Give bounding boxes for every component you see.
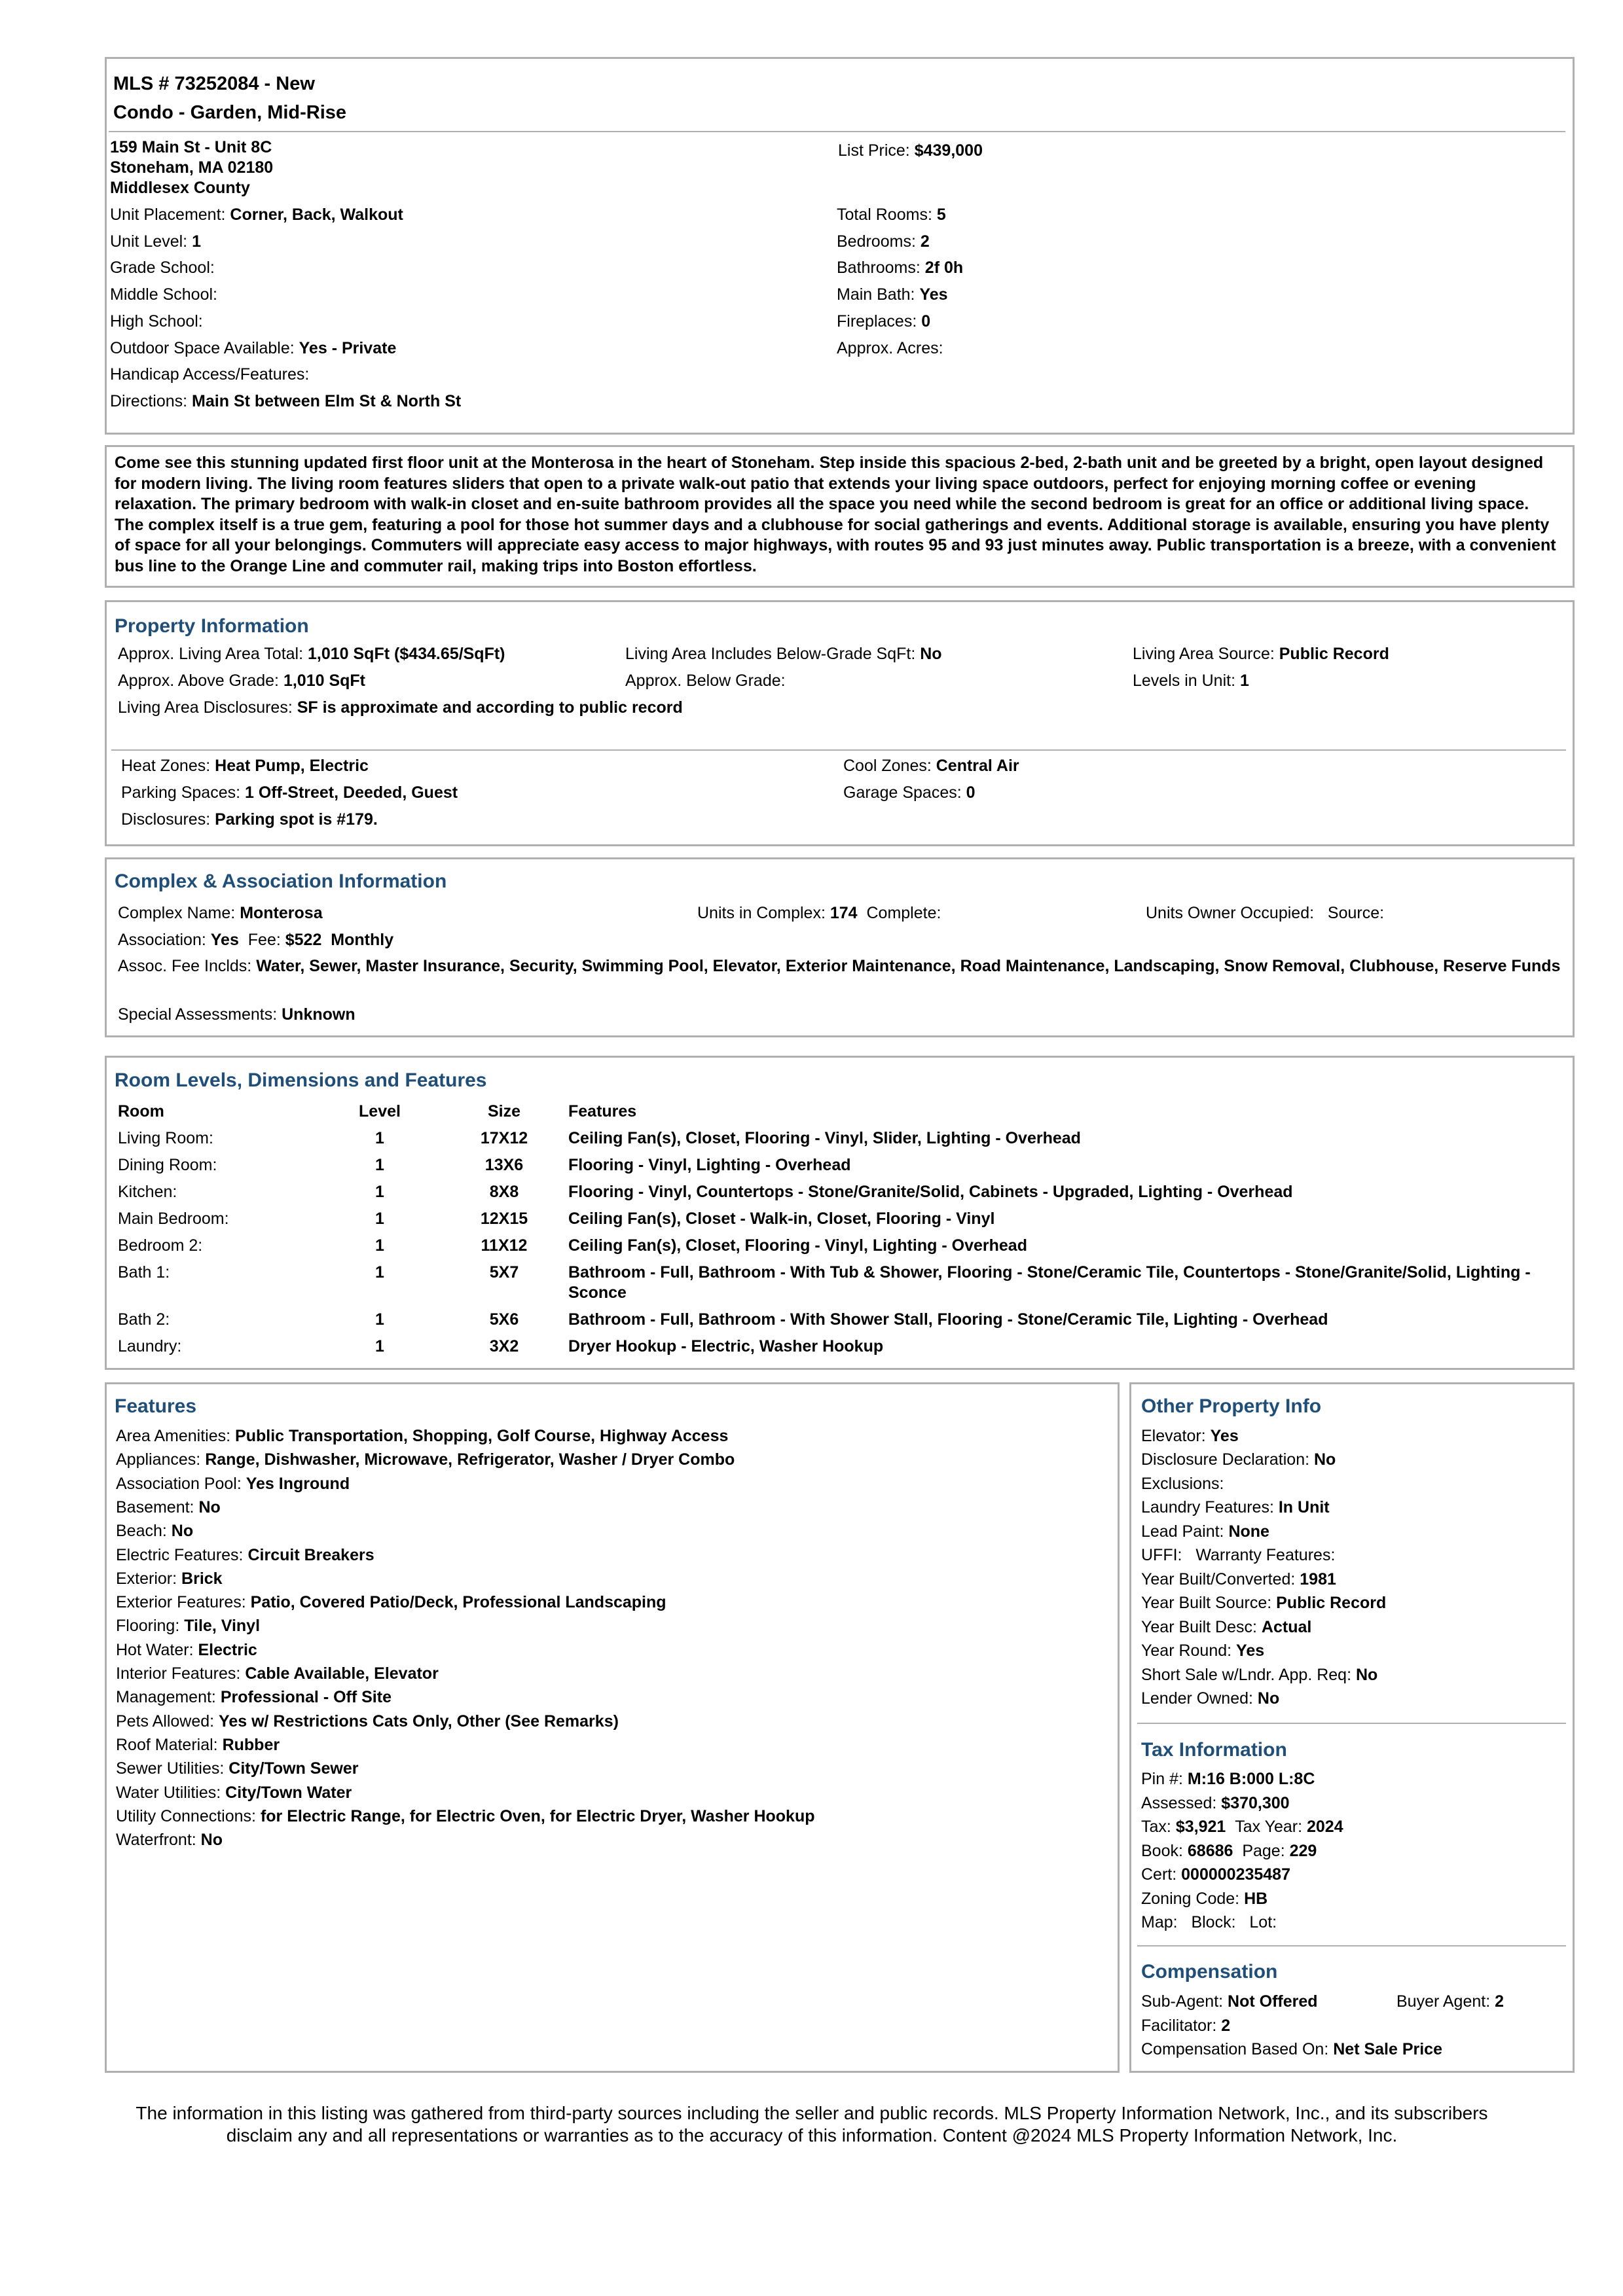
tax-info-divider	[1137, 1945, 1566, 1946]
pin-number: Pin #: M:16 B:000 L:8C	[1141, 1770, 1315, 1788]
tax-and-year: Tax: $3,921 Tax Year: 2024	[1141, 1818, 1343, 1836]
year-built: Year Built/Converted: 1981	[1141, 1570, 1336, 1588]
feature-item	[116, 1712, 619, 1731]
exclusions: Exclusions:	[1141, 1475, 1224, 1493]
feature-item	[116, 1687, 392, 1707]
summary-left-item	[110, 258, 215, 278]
association-fee: Association: Yes Fee: $522 Monthly	[118, 931, 394, 949]
special-assessments: Special Assessments: Unknown	[118, 1005, 356, 1024]
room-size: 3X2	[489, 1337, 519, 1355]
feature-item-label: Hot Water:	[116, 1640, 194, 1659]
feature-item-label: Appliances:	[116, 1450, 201, 1469]
units-owner-occupied: Units Owner Occupied: Source:	[1146, 904, 1385, 922]
feature-item-value: City/Town Sewer	[228, 1759, 359, 1778]
summary-left-item-label: Middle School:	[110, 285, 217, 304]
feature-item-value: Tile, Vinyl	[184, 1617, 261, 1636]
room-name: Bath 1:	[118, 1263, 170, 1282]
feature-item-value: Patio, Covered Patio/Deck, Professional Landscaping	[250, 1593, 666, 1612]
buyer-agent: Buyer Agent: 2	[1396, 1992, 1504, 2011]
rooms-header-size: Size	[487, 1102, 521, 1121]
complex-name: Complex Name: Monterosa	[118, 904, 323, 922]
summary-left-item	[110, 391, 461, 411]
room-level: 1	[375, 1210, 384, 1228]
feature-item-value: Yes w/ Restrictions Cats Only, Other (See Remarks)	[219, 1712, 619, 1731]
room-name: Living Room:	[118, 1129, 213, 1147]
summary-left-item-label: Outdoor Space Available:	[110, 338, 295, 357]
room-size: 13X6	[484, 1156, 524, 1174]
room-features: Bathroom - Full, Bathroom - With Shower Stall, Flooring - Stone/Ceramic Tile, Lighting - Overhead	[568, 1310, 1328, 1329]
feature-item	[116, 1664, 439, 1683]
feature-item-label: Interior Features:	[116, 1664, 241, 1683]
summary-right-item-value: 5	[936, 206, 946, 224]
room-level: 1	[375, 1263, 384, 1282]
summary-right-item-label: Bedrooms:	[837, 232, 916, 251]
feature-item	[116, 1759, 358, 1778]
feature-item-label: Electric Features:	[116, 1545, 244, 1564]
feature-item	[116, 1640, 257, 1660]
cool-zones: Cool Zones: Central Air	[843, 757, 1019, 775]
assoc-fee-includes: Assoc. Fee Inclds: Water, Sewer, Master Insurance, Security, Swimming Pool, Elevator, Exterior Maintenance, Road Maintenance, Landscaping, Snow Removal, Clubhouse, Reserve Funds	[118, 957, 1561, 975]
room-features: Ceiling Fan(s), Closet, Flooring - Vinyl, Slider, Lighting - Overhead	[568, 1129, 1081, 1147]
room-name: Bedroom 2:	[118, 1236, 203, 1255]
summary-right-item-value: 2	[920, 232, 930, 251]
address-county: Middlesex County	[110, 179, 250, 197]
feature-item	[116, 1735, 280, 1755]
summary-left-item	[110, 285, 217, 304]
property-info-divider	[111, 749, 1566, 751]
facilitator: Facilitator: 2	[1141, 2017, 1231, 2035]
feature-item-value: Circuit Breakers	[247, 1545, 374, 1564]
zoning-code: Zoning Code: HB	[1141, 1890, 1268, 1908]
summary-right-item	[837, 338, 943, 358]
feature-item-value: Rubber	[222, 1735, 280, 1754]
room-features: Flooring - Vinyl, Lighting - Overhead	[568, 1156, 851, 1174]
summary-left-item-value: 1	[192, 232, 201, 251]
summary-left-item-label: Unit Level:	[110, 232, 188, 251]
laundry-features: Laundry Features: In Unit	[1141, 1498, 1330, 1516]
room-size: 12X15	[480, 1210, 528, 1228]
room-level: 1	[375, 1183, 384, 1201]
feature-item	[116, 1806, 815, 1826]
room-name: Laundry:	[118, 1337, 182, 1355]
rooms-header-features: Features	[568, 1102, 637, 1121]
feature-item-label: Pets Allowed:	[116, 1712, 215, 1731]
feature-item	[116, 1783, 352, 1803]
below-grade-included: Living Area Includes Below-Grade SqFt: No	[625, 645, 942, 663]
room-name: Kitchen:	[118, 1183, 177, 1201]
summary-left-item	[110, 365, 309, 384]
room-size: 8X8	[489, 1183, 519, 1201]
feature-item-value: Professional - Off Site	[220, 1688, 392, 1707]
year-built-source: Year Built Source: Public Record	[1141, 1594, 1387, 1612]
below-grade: Approx. Below Grade:	[625, 672, 786, 690]
feature-item-value: No	[171, 1522, 194, 1541]
feature-item-label: Utility Connections:	[116, 1806, 256, 1825]
remarks-text: Come see this stunning updated first floor unit at the Monterosa in the heart of Stoneham. Step inside this spacious 2-bed, 2-bath unit and be greeted by a bright, open layout designed for modern living. The living room features sliders that open to a private walk-out patio that extends your living space outdoors, perfect for enjoying morning coffee or evening relaxation. The primary bedroom with walk-in closet and en-suite bathroom provides all the space you need while the second bedroom is great for an office or additional living space. The complex itself is a true gem, featuring a pool for those hot summer days and a clubhouse for social gatherings and events. Additional storage is available, ensuring you have plenty of space for all your belongings. Commuters will appreciate easy access to major highways, with routes 95 and 93 just minutes away. Public transportation is a breeze, with a convenient bus line to the Orange Line and commuter rail, making trips into Boston effortless.	[115, 454, 1556, 575]
summary-left-item-label: Directions:	[110, 391, 188, 410]
year-round: Year Round: Yes	[1141, 1641, 1265, 1660]
feature-item-value: Yes Inground	[246, 1474, 350, 1493]
summary-left-item-label: Handicap Access/Features:	[110, 365, 310, 384]
compensation-title: Compensation	[1141, 1961, 1278, 1982]
feature-item-label: Beach:	[116, 1522, 167, 1541]
feature-item-value: Cable Available, Elevator	[245, 1664, 439, 1683]
feature-item-value: Public Transportation, Shopping, Golf Course, Highway Access	[235, 1427, 729, 1445]
summary-left-item-label: Unit Placement:	[110, 206, 226, 224]
room-size: 11X12	[481, 1236, 528, 1255]
rooms-title: Room Levels, Dimensions and Features	[115, 1069, 487, 1091]
features-title: Features	[115, 1395, 197, 1417]
summary-right-item-label: Bathrooms:	[837, 259, 921, 278]
compensation-based-on: Compensation Based On: Net Sale Price	[1141, 2040, 1442, 2058]
garage-spaces: Garage Spaces: 0	[843, 783, 976, 802]
tax-info-title: Tax Information	[1141, 1739, 1287, 1761]
feature-item	[116, 1498, 221, 1517]
room-name: Main Bedroom:	[118, 1210, 229, 1228]
mls-number: MLS # 73252084 - New	[113, 73, 315, 94]
summary-left-item-value: Corner, Back, Walkout	[230, 206, 403, 224]
feature-item-label: Waterfront:	[116, 1831, 196, 1850]
summary-right-item-label: Approx. Acres:	[837, 338, 943, 357]
lead-paint: Lead Paint: None	[1141, 1522, 1269, 1541]
disclosures: Disclosures: Parking spot is #179.	[121, 810, 378, 829]
parking-spaces: Parking Spaces: 1 Off-Street, Deeded, Guest	[121, 783, 458, 802]
feature-item-value: Electric	[198, 1640, 257, 1659]
other-info-title: Other Property Info	[1141, 1395, 1322, 1417]
units-in-complex: Units in Complex: 174 Complete:	[697, 904, 941, 922]
living-area-disclosures: Living Area Disclosures: SF is approximate and according to public record	[118, 698, 683, 717]
uffi-warranty: UFFI: Warranty Features:	[1141, 1546, 1336, 1564]
disclaimer-footer: The information in this listing was gathered from third-party sources including the seller and public records. MLS Property Information Network, Inc., and its subscribers disclaim any and all representations or warranties as to the accuracy of this information. Content @2024 MLS Property Information Network, Inc.	[136, 2103, 1488, 2145]
room-features: Dryer Hookup - Electric, Washer Hookup	[568, 1337, 884, 1355]
feature-item-label: Roof Material:	[116, 1735, 218, 1754]
heat-zones: Heat Zones: Heat Pump, Electric	[121, 757, 369, 775]
feature-item-label: Exterior Features:	[116, 1593, 246, 1612]
feature-item	[116, 1616, 260, 1636]
property-type: Condo - Garden, Mid-Rise	[113, 102, 347, 123]
feature-item	[116, 1450, 735, 1469]
book-page: Book: 68686 Page: 229	[1141, 1842, 1317, 1860]
summary-left-item	[110, 312, 203, 331]
summary-right-item	[837, 312, 930, 331]
room-features: Ceiling Fan(s), Closet - Walk-in, Closet, Flooring - Vinyl	[568, 1210, 995, 1228]
room-features: Bathroom - Full, Bathroom - With Tub & Shower, Flooring - Stone/Ceramic Tile, Countertops - Stone/Granite/Solid, Lighting - Sconce	[568, 1263, 1531, 1302]
summary-right-item-value: 2f 0h	[924, 259, 964, 278]
feature-item	[116, 1592, 666, 1612]
feature-item-value: No	[200, 1831, 223, 1850]
living-area-total: Approx. Living Area Total: 1,010 SqFt ($434.65/SqFt)	[118, 645, 505, 663]
feature-item-label: Sewer Utilities:	[116, 1759, 225, 1778]
property-info-title: Property Information	[115, 615, 309, 637]
room-level: 1	[375, 1129, 384, 1147]
year-built-desc: Year Built Desc: Actual	[1141, 1618, 1312, 1636]
feature-item-value: City/Town Water	[225, 1783, 352, 1802]
disclosure-declaration: Disclosure Declaration: No	[1141, 1450, 1336, 1469]
room-level: 1	[375, 1337, 384, 1355]
feature-item	[116, 1569, 223, 1588]
lender-owned: Lender Owned: No	[1141, 1689, 1280, 1708]
feature-item-value: for Electric Range, for Electric Oven, for Electric Dryer, Washer Hookup	[260, 1806, 815, 1825]
room-features: Ceiling Fan(s), Closet, Flooring - Vinyl, Lighting - Overhead	[568, 1236, 1027, 1255]
summary-left-item	[110, 205, 403, 224]
room-name: Bath 2:	[118, 1310, 170, 1329]
summary-left-item-value: Main St between Elm St & North St	[192, 391, 462, 410]
levels-in-unit: Levels in Unit: 1	[1133, 672, 1249, 690]
summary-right-item	[837, 232, 930, 251]
cert: Cert: 000000235487	[1141, 1865, 1290, 1884]
feature-item-label: Flooring:	[116, 1617, 180, 1636]
summary-right-item	[837, 205, 946, 224]
feature-item-label: Basement:	[116, 1498, 194, 1516]
summary-right-item-label: Main Bath:	[837, 285, 915, 304]
summary-left-item	[110, 232, 201, 251]
room-level: 1	[375, 1236, 384, 1255]
feature-item-value: No	[198, 1498, 221, 1516]
sub-agent: Sub-Agent: Not Offered	[1141, 1992, 1318, 2011]
feature-item	[116, 1426, 728, 1446]
summary-right-item	[837, 285, 948, 304]
room-level: 1	[375, 1310, 384, 1329]
room-size: 5X6	[489, 1310, 519, 1329]
rooms-header-level: Level	[359, 1102, 401, 1121]
room-level: 1	[375, 1156, 384, 1174]
summary-right-item-value: 0	[921, 312, 931, 331]
summary-right-item-label: Fireplaces:	[837, 312, 917, 331]
room-size: 5X7	[489, 1263, 519, 1282]
feature-item	[116, 1830, 223, 1850]
room-name: Dining Room:	[118, 1156, 217, 1174]
feature-item-value: Range, Dishwasher, Microwave, Refrigerator, Washer / Dryer Combo	[205, 1450, 735, 1469]
complex-info-title: Complex & Association Information	[115, 870, 447, 892]
living-area-source: Living Area Source: Public Record	[1133, 645, 1389, 663]
feature-item-value: Brick	[181, 1569, 223, 1588]
address-street: 159 Main St - Unit 8C	[110, 138, 272, 156]
room-features: Flooring - Vinyl, Countertops - Stone/Granite/Solid, Cabinets - Upgraded, Lighting - Overhead	[568, 1183, 1293, 1201]
feature-item-label: Association Pool:	[116, 1474, 242, 1493]
elevator: Elevator: Yes	[1141, 1427, 1239, 1445]
other-info-divider	[1137, 1723, 1566, 1724]
summary-left-item-label: High School:	[110, 312, 203, 331]
feature-item	[116, 1521, 193, 1541]
feature-item	[116, 1474, 350, 1494]
feature-item-label: Exterior:	[116, 1569, 177, 1588]
room-size: 17X12	[480, 1129, 528, 1147]
feature-item	[116, 1545, 374, 1565]
summary-right-item	[837, 258, 963, 278]
list-price: List Price: $439,000	[838, 141, 983, 160]
summary-left-item	[110, 338, 396, 358]
summary-right-item-value: Yes	[919, 285, 948, 304]
summary-left-item-label: Grade School:	[110, 259, 215, 278]
header-divider	[109, 131, 1565, 132]
short-sale: Short Sale w/Lndr. App. Req: No	[1141, 1666, 1378, 1684]
rooms-header-room: Room	[118, 1102, 164, 1121]
feature-item-label: Water Utilities:	[116, 1783, 221, 1802]
map-block-lot: Map: Block: Lot:	[1141, 1913, 1277, 1931]
summary-left-item-value: Yes - Private	[299, 338, 397, 357]
feature-item-label: Management:	[116, 1688, 216, 1707]
above-grade: Approx. Above Grade: 1,010 SqFt	[118, 672, 365, 690]
assessed: Assessed: $370,300	[1141, 1794, 1290, 1812]
feature-item-label: Area Amenities:	[116, 1427, 231, 1445]
address-city: Stoneham, MA 02180	[110, 158, 274, 177]
summary-right-item-label: Total Rooms:	[837, 206, 932, 224]
